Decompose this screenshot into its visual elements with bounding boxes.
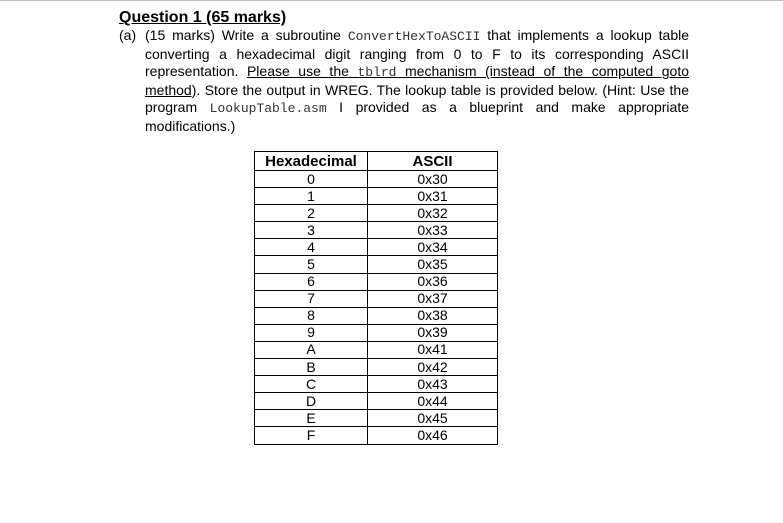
- hex-cell: 1: [255, 188, 368, 205]
- ascii-cell: 0x36: [368, 273, 498, 290]
- hex-cell: 7: [255, 290, 368, 307]
- ascii-cell: 0x41: [368, 341, 498, 358]
- hex-cell: 0: [255, 171, 368, 188]
- table-row: [255, 307, 498, 324]
- table-header-row: [255, 152, 498, 171]
- part-a-text-4: I provided as a blueprint and make appropriate modifications.): [145, 99, 689, 134]
- table-row: [255, 324, 498, 341]
- part-a-text-2: that implements a lookup table converting a hexadecimal digit ranging from 0 to F to its corresponding ASCII representation.: [145, 27, 689, 79]
- table-row: [255, 427, 498, 444]
- part-a-text-3: . Store the output in WREG. The lookup table is provided below. (Hint: Use the program: [145, 81, 689, 115]
- table-row: [255, 341, 498, 358]
- table-row: [255, 290, 498, 307]
- table-row: [255, 188, 498, 205]
- part-a-text-1: (15 marks) Write a subroutine: [145, 27, 348, 43]
- lookup-table: [254, 151, 498, 445]
- ascii-cell: 0x32: [368, 205, 498, 222]
- table-row: [255, 239, 498, 256]
- header-ascii: ASCII: [368, 152, 498, 171]
- table-row: [255, 222, 498, 239]
- ascii-cell: 0x31: [368, 188, 498, 205]
- hex-cell: E: [255, 410, 368, 427]
- underlined-text-1: Please use the: [246, 63, 358, 79]
- hex-cell: B: [255, 359, 368, 376]
- header-hexadecimal: Hexadecimal: [255, 152, 368, 171]
- underlined-text-2: mechanism (instead of the computed goto method): [145, 63, 689, 98]
- ascii-cell: 0x35: [368, 256, 498, 273]
- ascii-cell: 0x37: [368, 290, 498, 307]
- hex-cell: C: [255, 376, 368, 393]
- table-row: [255, 376, 498, 393]
- subroutine-name: ConvertHexToASCII: [347, 29, 481, 44]
- table-row: [255, 359, 498, 376]
- question-document: [119, 9, 689, 135]
- table-row: [255, 171, 498, 188]
- ascii-cell: 0x30: [368, 171, 498, 188]
- table-row: [255, 393, 498, 410]
- ascii-cell: 0x34: [368, 239, 498, 256]
- hex-cell: F: [255, 427, 368, 444]
- ascii-cell: 0x46: [368, 427, 498, 444]
- table-row: [255, 410, 498, 427]
- top-border: [0, 0, 783, 1]
- ascii-cell: 0x33: [368, 222, 498, 239]
- hex-cell: 5: [255, 256, 368, 273]
- hex-cell: 8: [255, 307, 368, 324]
- part-a-text: [145, 27, 689, 135]
- ascii-cell: 0x45: [368, 410, 498, 427]
- question-title: Question 1 (65 marks): [119, 9, 287, 26]
- hex-cell: A: [255, 341, 368, 358]
- hex-cell: 4: [255, 239, 368, 256]
- hex-cell: 9: [255, 324, 368, 341]
- ascii-cell: 0x43: [368, 376, 498, 393]
- part-a-label: (a): [119, 27, 137, 43]
- program-file: LookupTable.asm: [209, 101, 327, 116]
- ascii-cell: 0x44: [368, 393, 498, 410]
- hex-cell: 2: [255, 205, 368, 222]
- part-a: [119, 27, 689, 135]
- hex-cell: 6: [255, 273, 368, 290]
- ascii-cell: 0x39: [368, 324, 498, 341]
- instruction-code: tblrd: [357, 65, 397, 80]
- ascii-cell: 0x42: [368, 359, 498, 376]
- table-row: [255, 256, 498, 273]
- ascii-cell: 0x38: [368, 307, 498, 324]
- hex-cell: 3: [255, 222, 368, 239]
- table-row: [255, 205, 498, 222]
- hex-cell: D: [255, 393, 368, 410]
- table-row: [255, 273, 498, 290]
